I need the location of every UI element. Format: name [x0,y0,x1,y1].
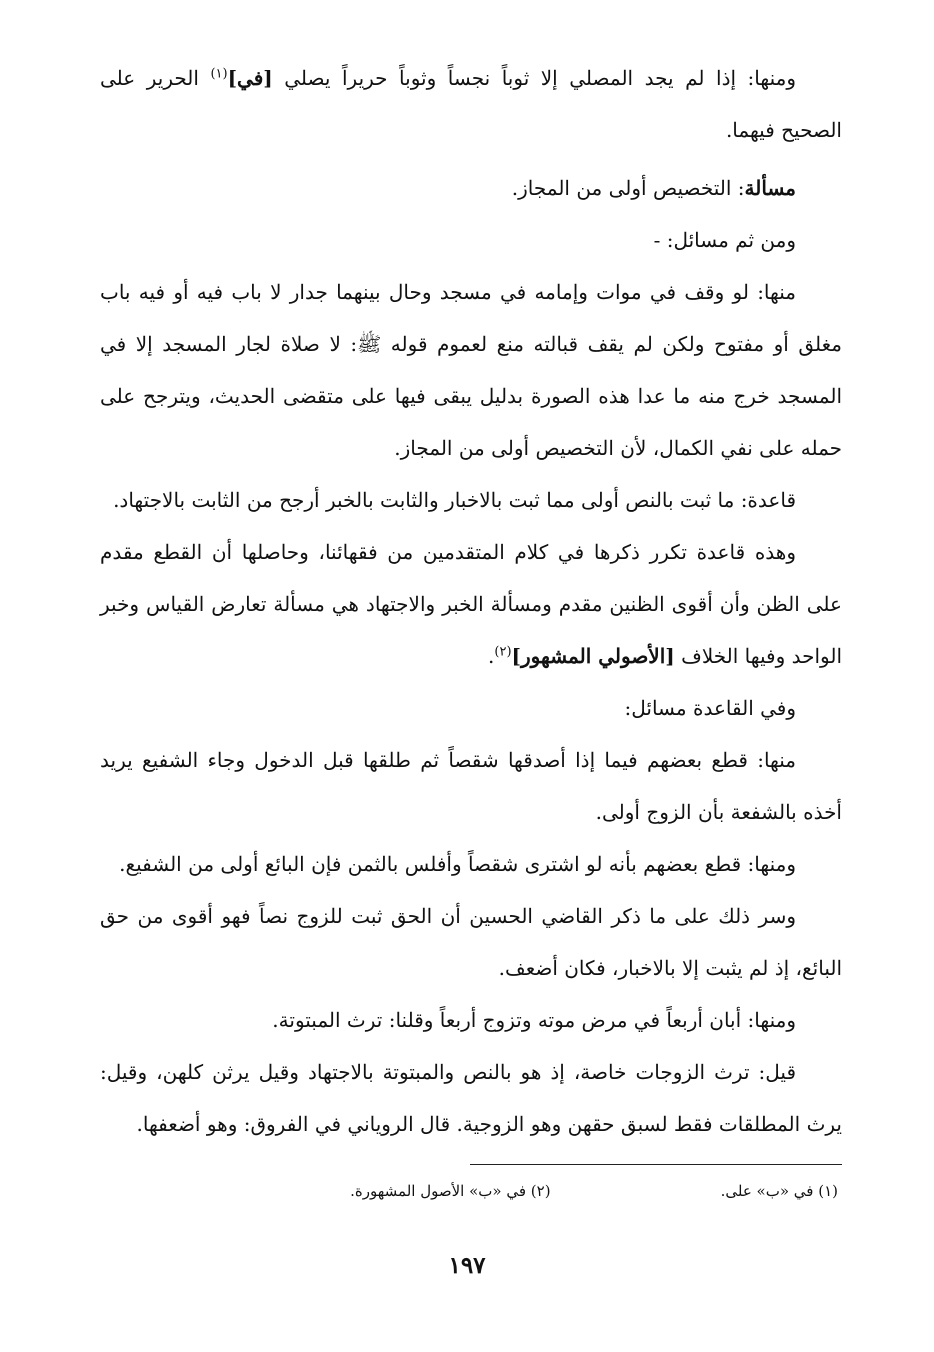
main-text [100,52,842,1150]
footnote-ref-2: (٢) [494,644,512,660]
paragraph-10 [100,890,842,994]
text-segment: ومنها: إذا لم يجد المصلي إلا ثوباً نجساً وثوباً حريراً يصلي [272,66,796,90]
paragraph-12 [100,1046,842,1150]
text-segment: وفي القاعدة مسائل: [624,696,796,720]
text-segment: وهذه قاعدة تكرر ذكرها في كلام المتقدمين من فقهائنا، وحاصلها أن القطع مقدم على الظن وأن أقوى الظنين مقدم ومسألة الخبر والاجتهاد هي مسألة تعارض القياس وخبر الواحد وفيها الخلاف [100,540,842,668]
paragraph-11 [100,994,842,1046]
footnotes [98,1178,838,1204]
paragraph-5 [100,474,842,526]
footnote-1: (١) في «ب» على. [720,1182,838,1200]
text-segment: . [488,644,495,668]
paragraph-7 [100,682,842,734]
text-segment: منها: قطع بعضهم فيما إذا أصدقها شقصاً ثم طلقها قبل الدخول وجاء الشفيع يريد أخذه بالشفعة بأن الزوج أولى. [100,748,842,824]
issue-heading: مسألة [744,176,796,200]
text-segment: قيل: ترث الزوجات خاصة، إذ هو بالنص والمبتوتة بالاجتهاد وقيل يرثن كلهن، وقيل: يرث المطلقات فقط لسبق حقهن وهو الزوجية. قال الروياني في الفروق: وهو أضعفها. [100,1060,842,1136]
text-segment: ومن ثم مسائل: - [653,228,796,252]
paragraph-9 [100,838,842,890]
paragraph-3 [100,214,842,266]
paragraph-1 [100,52,842,156]
text-segment: ومنها: قطع بعضهم بأنه لو اشترى شقصاً وأفلس بالثمن فإن البائع أولى من الشفيع. [119,852,796,876]
text-segment: منها: لو وقف في موات وإمامه في مسجد وحال بينهما جدار لا باب فيه أو فيه باب مغلق أو مفتوح ولكن لم يقف قبالته منع لعموم قوله ﷺ: لا صلاة لجار المسجد إلا في المسجد خرج منه ما عدا هذه الصورة بدليل يبقى فيها على متقضى الحديث، ويترجح على حمله على نفي الكمال، لأن التخصيص أولى من المجاز. [100,280,842,460]
text-segment: : التخصيص أولى من المجاز. [511,176,745,200]
footnote-ref-1: (١) [210,66,228,82]
footnote-2: (٢) في «ب» الأصول المشهورة. [350,1182,551,1200]
paragraph-6 [100,526,842,682]
text-segment: ومنها: أبان أربعاً في مرض موته وتزوج أربعاً وقلنا: ترث المبتوتة. [272,1008,796,1032]
text-segment: الحرير على الصحيح فيهما. [100,66,842,142]
text-segment: وسر ذلك على ما ذكر القاضي الحسين أن الحق ثبت للزوج نصاً فهو أقوى من حق البائع، إذ لم يثبت إلا بالاخبار، فكان أضعف. [100,904,842,980]
text-segment: قاعدة: ما ثبت بالنص أولى مما ثبت بالاخبار والثابت بالخبر أرجح من الثابت بالاجتهاد. [113,488,796,512]
paragraph-2 [100,162,842,214]
page-number: ١٩٧ [448,1252,486,1279]
footnote-separator [470,1164,842,1165]
paragraph-8 [100,734,842,838]
bracketed-insertion: [الأصولي المشهور] [511,644,675,668]
paragraph-4 [100,266,842,474]
bracketed-insertion: [في] [227,66,273,90]
